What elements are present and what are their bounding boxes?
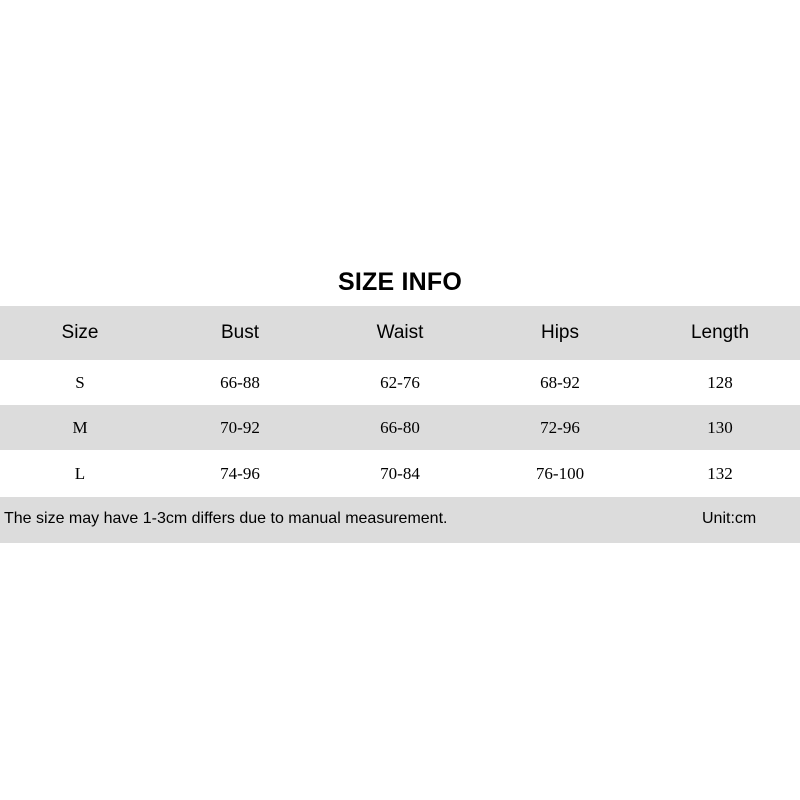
cell-bust: 70-92 bbox=[220, 417, 260, 437]
cell-length: 130 bbox=[707, 417, 733, 437]
header-bust: Bust bbox=[220, 322, 260, 343]
cell-waist: 62-76 bbox=[380, 372, 420, 392]
cell-length: 132 bbox=[707, 463, 733, 483]
header-waist: Waist bbox=[376, 322, 424, 343]
cell-size: M bbox=[72, 417, 88, 437]
cell-bust: 66-88 bbox=[220, 372, 260, 392]
cell-bust: 74-96 bbox=[220, 463, 260, 483]
table-row bbox=[0, 360, 800, 405]
table-header-row bbox=[0, 306, 800, 360]
cell-size: S bbox=[75, 372, 85, 392]
cell-hips: 68-92 bbox=[540, 372, 580, 392]
cell-waist: 70-84 bbox=[380, 463, 420, 483]
unit-label: Unit:cm bbox=[702, 510, 757, 527]
cell-hips: 72-96 bbox=[540, 417, 580, 437]
measurement-note-bar bbox=[0, 497, 800, 543]
cell-size: L bbox=[74, 463, 86, 483]
cell-waist: 66-80 bbox=[380, 417, 420, 437]
header-size: Size bbox=[61, 322, 99, 343]
measurement-note: The size may have 1-3cm differs due to manual measurement. bbox=[4, 510, 448, 527]
size-chart-table bbox=[0, 306, 800, 496]
cell-hips: 76-100 bbox=[535, 463, 585, 483]
header-length: Length bbox=[690, 322, 750, 343]
table-row bbox=[0, 405, 800, 450]
page-title: SIZE INFO bbox=[337, 268, 463, 296]
table-row bbox=[0, 451, 800, 496]
cell-length: 128 bbox=[707, 372, 733, 392]
header-hips: Hips bbox=[540, 322, 579, 343]
